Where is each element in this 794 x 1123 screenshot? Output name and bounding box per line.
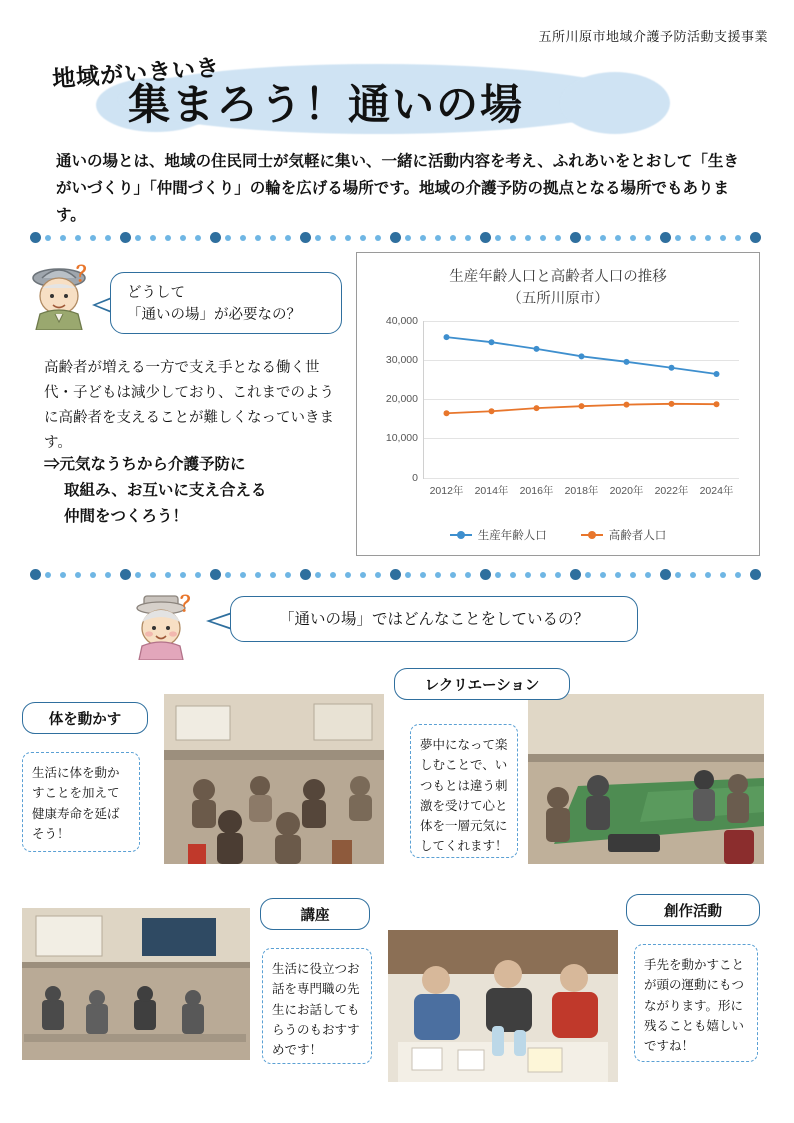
divider-dot xyxy=(255,572,261,578)
section1-conclusion xyxy=(44,452,354,530)
divider-dot xyxy=(165,572,171,578)
divider-dot xyxy=(315,572,321,578)
chart-title xyxy=(357,267,759,311)
divider-dot xyxy=(435,572,441,578)
divider-dot xyxy=(105,572,111,578)
chart-x-tick-label: 2016年 xyxy=(519,484,554,497)
divider-dot xyxy=(690,235,696,241)
chart-legend xyxy=(357,527,759,543)
title-subtitle: 地域がいきいき xyxy=(51,54,221,92)
divider-top xyxy=(30,233,766,243)
divider-dot xyxy=(75,235,81,241)
divider-dot xyxy=(330,572,336,578)
divider-middle xyxy=(30,570,766,580)
divider-dot xyxy=(735,572,741,578)
divider-dot xyxy=(495,572,501,578)
legend-swatch-orange xyxy=(581,534,603,536)
divider-dot xyxy=(390,232,401,243)
lead-paragraph: 通いの場とは、地域の住民同士が気軽に集い、一緒に活動内容を考え、ふれあいをとおして「生きがいづくり」「仲間づくり」の輪を広げる場所です。地域の介護予防の拠点となる場所でもあります。 xyxy=(56,153,739,225)
divider-dot xyxy=(735,235,741,241)
chart-title-line2: （五所川原市） xyxy=(507,290,609,307)
divider-dot xyxy=(195,572,201,578)
chart-y-tick-label: 40,000 xyxy=(385,314,418,327)
divider-dot xyxy=(480,232,491,243)
divider-dot xyxy=(465,235,471,241)
divider-dot xyxy=(675,235,681,241)
divider-dot xyxy=(270,572,276,578)
chart-y-tick-label: 30,000 xyxy=(385,353,418,366)
chart-gridline xyxy=(424,478,739,479)
divider-dot xyxy=(300,232,311,243)
label-lecture: 講座 xyxy=(260,898,370,930)
divider-dot xyxy=(585,235,591,241)
chart-plot-area xyxy=(357,315,761,505)
divider-dot xyxy=(690,572,696,578)
divider-dot xyxy=(210,569,221,580)
divider-dot xyxy=(480,569,491,580)
divider-dot xyxy=(540,572,546,578)
divider-dot xyxy=(555,235,561,241)
divider-dot xyxy=(165,235,171,241)
divider-dot xyxy=(615,235,621,241)
divider-dot xyxy=(645,572,651,578)
divider-dot xyxy=(630,572,636,578)
photo-exercise xyxy=(164,694,384,864)
legend-swatch-blue xyxy=(450,534,472,536)
divider-dot xyxy=(750,569,761,580)
divider-dot xyxy=(135,235,141,241)
divider-dot xyxy=(405,572,411,578)
divider-dot xyxy=(315,235,321,241)
divider-dot xyxy=(615,572,621,578)
divider-dot xyxy=(120,569,131,580)
divider-dot xyxy=(570,569,581,580)
divider-dot xyxy=(495,235,501,241)
divider-dot xyxy=(375,235,381,241)
question-bubble-1-line1: どうして xyxy=(127,285,185,301)
divider-dot xyxy=(360,235,366,241)
bubble-tail-2-fill xyxy=(211,614,232,628)
divider-dot xyxy=(720,235,726,241)
chart-series-svg xyxy=(424,321,739,478)
question-mark-1: ？ xyxy=(76,262,97,286)
divider-dot xyxy=(270,235,276,241)
divider-dot xyxy=(90,235,96,241)
label-craft: 創作活動 xyxy=(626,894,760,926)
divider-dot xyxy=(120,232,131,243)
divider-dot xyxy=(525,235,531,241)
question-bubble-1-line2: 「通いの場」が必要なの？ xyxy=(127,307,301,324)
divider-dot xyxy=(450,235,456,241)
divider-dot xyxy=(180,235,186,241)
divider-dot xyxy=(555,572,561,578)
divider-dot xyxy=(285,572,291,578)
conclusion-line-1: ⇒元気なうちから介護予防に xyxy=(44,456,246,473)
divider-dot xyxy=(45,572,51,578)
chart-y-tick-label: 10,000 xyxy=(385,432,418,445)
divider-dot xyxy=(375,572,381,578)
divider-dot xyxy=(90,572,96,578)
question-mark-2: ？ xyxy=(180,592,201,616)
legend-label-1: 高齢者人口 xyxy=(608,530,667,542)
chart-x-tick-label: 2018年 xyxy=(564,484,599,497)
divider-dot xyxy=(435,235,441,241)
divider-dot xyxy=(240,572,246,578)
divider-dot xyxy=(585,572,591,578)
divider-dot xyxy=(600,235,606,241)
chart-axes xyxy=(385,314,739,497)
divider-dot xyxy=(225,572,231,578)
divider-dot xyxy=(30,569,41,580)
divider-dot xyxy=(510,235,516,241)
page-title: 集まろう！通いの場 xyxy=(128,81,525,128)
legend-item-1 xyxy=(581,527,667,543)
divider-dot xyxy=(360,572,366,578)
divider-dot xyxy=(30,232,41,243)
chart-x-tick-label: 2020年 xyxy=(609,484,644,497)
section1-paragraph: 高齢者が増える一方で支え手となる働く世代・子どもは減少しており、これまでのように高齢者を支えることが難しくなっていきます。 xyxy=(44,360,334,451)
divider-dot xyxy=(705,572,711,578)
note-lecture: 生活に役立つお話を専門職の先生にお話してもらうのもおすすめです！ xyxy=(262,948,372,1064)
divider-dot xyxy=(405,235,411,241)
divider-dot xyxy=(510,572,516,578)
chart-x-tick-label: 2014年 xyxy=(474,484,509,497)
label-exercise: 体を動かす xyxy=(22,702,148,734)
divider-dot xyxy=(285,235,291,241)
divider-dot xyxy=(240,235,246,241)
organization-line: 五所川原市地域介護予防活動支援事業 xyxy=(538,29,768,44)
divider-dot xyxy=(330,235,336,241)
divider-dot xyxy=(225,235,231,241)
divider-dot xyxy=(60,235,66,241)
divider-dot xyxy=(750,232,761,243)
divider-dot xyxy=(390,569,401,580)
note-recreation: 夢中になって楽しむことで、いつもとは違う刺激を受けて心と体を一層元気にしてくれます！ xyxy=(410,724,518,858)
chart-y-tick-label: 20,000 xyxy=(385,393,418,405)
divider-dot xyxy=(720,572,726,578)
divider-dot xyxy=(345,572,351,578)
divider-dot xyxy=(150,572,156,578)
divider-dot xyxy=(60,572,66,578)
divider-dot xyxy=(525,572,531,578)
note-exercise: 生活に体を動かすことを加えて健康寿命を延ばそう！ xyxy=(22,752,140,852)
divider-dot xyxy=(675,572,681,578)
divider-dot xyxy=(255,235,261,241)
divider-dot xyxy=(210,232,221,243)
divider-dot xyxy=(645,235,651,241)
chart-x-tick-label: 2022年 xyxy=(654,484,689,497)
divider-dot xyxy=(660,232,671,243)
label-recreation: レクリエーション xyxy=(394,668,570,700)
chart-title-line1: 生産年齢人口と高齢者人口の推移 xyxy=(449,269,667,285)
divider-dot xyxy=(570,232,581,243)
conclusion-line-3: 仲間をつくろう！ xyxy=(64,508,189,526)
divider-dot xyxy=(195,235,201,241)
divider-dot xyxy=(465,572,471,578)
divider-dot xyxy=(345,235,351,241)
divider-dot xyxy=(300,569,311,580)
divider-dot xyxy=(135,572,141,578)
note-craft: 手先を動かすことが頭の運動にもつながります。形に残ることも嬉しいですね！ xyxy=(634,944,758,1062)
title-blob-right xyxy=(560,72,670,134)
chart-x-tick-label: 2024年 xyxy=(699,484,734,497)
divider-dot xyxy=(75,572,81,578)
conclusion-line-2: 取組み、お互いに支え合える xyxy=(64,482,267,500)
divider-dot xyxy=(600,572,606,578)
question-bubble-1 xyxy=(110,272,342,334)
photo-recreation xyxy=(528,694,764,864)
divider-dot xyxy=(45,235,51,241)
population-chart xyxy=(356,252,760,556)
divider-dot xyxy=(450,572,456,578)
photo-lecture xyxy=(22,908,250,1060)
photo-craft xyxy=(388,930,618,1082)
divider-dot xyxy=(705,235,711,241)
divider-dot xyxy=(150,235,156,241)
chart-x-tick-label: 2012年 xyxy=(429,484,464,497)
divider-dot xyxy=(420,572,426,578)
divider-dot xyxy=(105,235,111,241)
chart-y-tick-label: 0 xyxy=(412,471,418,484)
divider-dot xyxy=(660,569,671,580)
divider-dot xyxy=(540,235,546,241)
legend-label-0: 生産年齢人口 xyxy=(477,530,547,542)
divider-dot xyxy=(630,235,636,241)
divider-dot xyxy=(420,235,426,241)
divider-dot xyxy=(180,572,186,578)
legend-item-0 xyxy=(450,527,547,543)
question-bubble-2: 「通いの場」ではどんなことをしているの？ xyxy=(230,596,638,642)
